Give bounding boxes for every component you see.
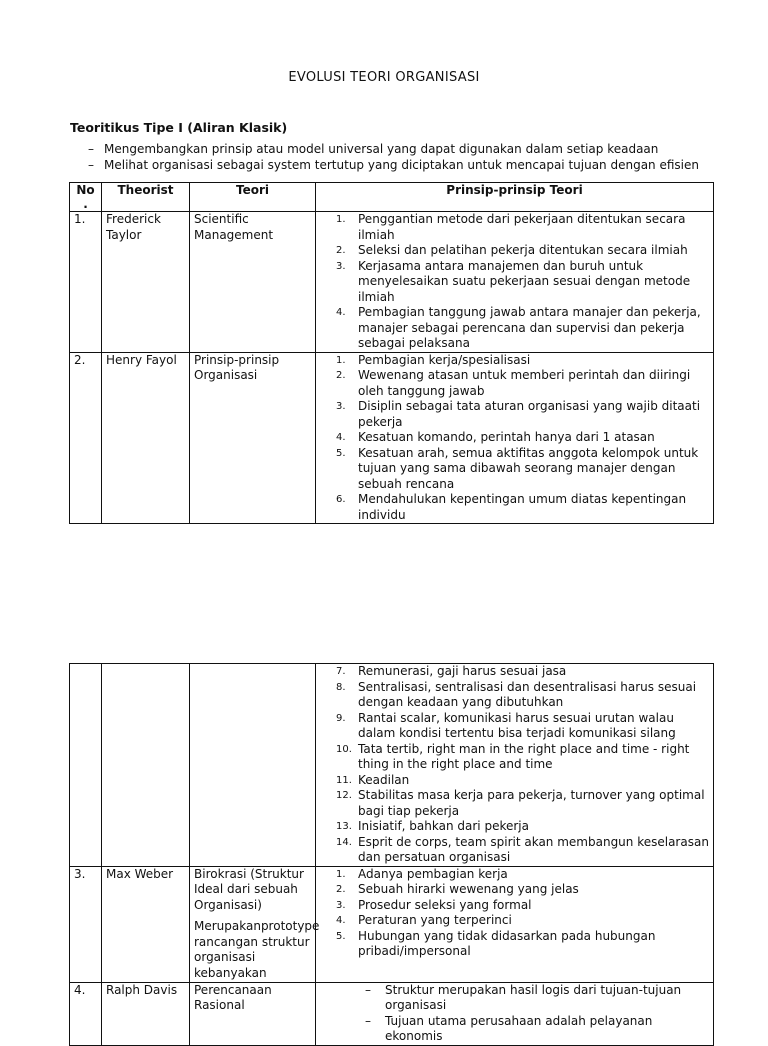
bullet-text: Mengembangkan prinsip atau model universal yang dapat digunakan dalam setiap keadaan [104,142,659,156]
principle-item [336,368,709,399]
principle-item [336,492,709,523]
principle-number: 1. [336,214,346,225]
principle-number: 1. [336,354,346,366]
principle-text: Tujuan utama perusahaan adalah pelayanan ekonomis [385,1013,653,1043]
principles-list [336,867,709,960]
principle-number: 14. [336,836,352,848]
principle-item [336,353,709,369]
principle-text: Adanya pembagian kerja [358,866,508,881]
principle-number: 5. [336,447,346,459]
row-theory: Perencanaan Rasional [190,982,316,1045]
principle-text: Penggantian metode dari pekerjaan ditentukan secara ilmiah [358,212,686,242]
row-number: 4. [70,982,102,1045]
dash-marker: – [88,157,94,172]
principle-number: 9. [336,712,346,724]
principle-text: Pembagian kerja/spesialisasi [358,352,531,367]
row-theorist [102,664,190,867]
principle-text: Rantai scalar, komunikasi harus sesuai urutan walau dalam kondisi tertentu bisa terjadi komunikasi silang [358,710,676,740]
row-theorist: Frederick Taylor [102,212,190,353]
principle-text: Pembagian tanggung jawab antara manajer dan pekerja, manajer sebagai perencana dan supervisi dan pekerja sebagai pelaksana [358,305,701,350]
row-principles [316,664,714,867]
row-principles [316,866,714,982]
row-number [70,664,102,867]
principle-text: Hubungan yang tidak didasarkan pada hubungan pribadi/impersonal [358,928,656,958]
principles-dash-list [320,983,709,1045]
principle-item [336,882,709,898]
principle-item [336,259,709,306]
principle-text: Kesatuan komando, perintah hanya dari 1 atasan [358,430,655,444]
row-theory: Scientific Management [190,212,316,353]
row-theory [190,664,316,867]
principle-text: Remunerasi, gaji harus sesuai jasa [358,664,567,678]
header-no-dot: . [83,197,88,211]
table-row [70,982,714,1045]
header-principles: Prinsip-prinsip Teori [316,183,714,212]
principle-text: Peraturan yang terperinci [358,913,512,927]
header-no [70,183,102,212]
list-item [88,142,699,158]
page-title: EVOLUSI TEORI ORGANISASI [288,70,480,85]
row-theory [190,866,320,982]
dash-marker: – [365,1013,371,1028]
principle-text: Stabilitas masa kerja para pekerja, turnover yang optimal bagi tiap pekerja [358,788,705,818]
principle-text: Disiplin sebagai tata aturan organisasi yang wajib ditaati pekerja [358,399,701,429]
principle-number: 8. [336,681,346,693]
header-theory: Teori [190,183,316,212]
header-no-text: No [76,183,95,197]
principle-text: Keadilan [358,772,410,787]
principles-list [336,353,709,524]
principle-number: 11. [336,774,352,786]
principle-text: Mendahulukan kepentingan umum diatas kepentingan individu [358,492,687,522]
principle-number: 3. [336,899,346,911]
table-header-row [70,183,714,212]
principle-text: Wewenang atasan untuk memberi perintah dan diiringi oleh tanggung jawab [358,368,691,398]
principle-text: Sebuah hirarki wewenang yang jelas [358,882,579,896]
principle-item [336,664,709,680]
theory-name: Birokrasi (Struktur Ideal dari sebuah Organisasi) [194,866,304,912]
principle-number: 12. [336,790,352,801]
principle-item [336,399,709,430]
row-number: 3. [70,866,102,982]
principle-item [336,446,709,493]
principle-number: 6. [336,494,346,505]
table-row [70,866,714,982]
principles-list [336,664,709,866]
principle-text: Sentralisasi, sentralisasi dan desentralisasi harus sesuai dengan keadaan yang dibutuhkan [358,679,697,709]
principle-item [336,305,709,352]
dash-marker: – [365,982,371,997]
principle-item [336,835,709,866]
row-theorist: Max Weber [102,866,190,982]
principle-item [336,212,709,243]
principle-item [336,742,709,773]
list-item [365,1014,709,1045]
principle-item [336,898,709,914]
principle-item [336,680,709,711]
principle-item [336,430,709,446]
principle-text: Esprit de corps, team spirit akan membangun keselarasan dan persatuan organisasi [358,834,709,864]
dash-marker: – [88,142,94,156]
principle-text: Tata tertib, right man in the right place and time - right thing in the right place and time [358,741,690,771]
principle-number: 4. [336,915,346,926]
principle-number: 10. [336,743,352,755]
principle-number: 3. [336,401,346,412]
principle-text: Kesatuan arah, semua aktifitas anggota kelompok untuk tujuan yang sama dibawah seorang manajer dengan sebuah rencana [358,445,699,491]
principle-number: 4. [336,307,346,318]
principle-item [336,929,709,960]
principle-number: 2. [336,245,346,256]
principle-text: Inisiatif, bahkan dari pekerja [358,819,529,833]
row-principles [316,352,714,524]
principle-item [336,913,709,929]
principle-text: Struktur merupakan hasil logis dari tujuan-tujuan organisasi [385,982,682,1012]
list-item [88,158,699,174]
principle-number: 7. [336,666,346,677]
principle-item [336,773,709,789]
row-theory: Prinsip-prinsip Organisasi [190,352,316,524]
row-number: 1. [70,212,102,353]
principle-item [336,867,709,883]
principle-number: 5. [336,930,346,942]
header-theorist: Theorist [102,183,190,212]
theory-table [69,182,714,524]
section-title: Teoritikus Tipe I (Aliran Klasik) [70,120,288,135]
principle-number: 2. [336,884,346,895]
table-row [70,664,714,867]
principle-item [336,788,709,819]
intro-bullet-list [88,142,699,173]
row-principles [316,212,714,353]
row-number: 2. [70,352,102,524]
row-theorist: Ralph Davis [102,982,190,1045]
principle-text: Kerjasama antara manajemen dan buruh untuk menyelesaikan suatu pekerjaan sesuai dengan metode ilmiah [358,258,691,304]
theory-note: Merupakanprototype rancangan struktur organisasi kebanyakan [194,919,320,980]
principle-number: 4. [336,432,346,443]
row-principles [316,982,714,1045]
principle-item [336,243,709,259]
list-item [365,983,709,1014]
table-row [70,212,714,353]
row-theorist: Henry Fayol [102,352,190,524]
bullet-text: Melihat organisasi sebagai system tertutup yang diciptakan untuk mencapai tujuan dengan efisien [104,157,699,172]
principle-number: 3. [336,260,346,272]
principle-number: 13. [336,821,352,832]
principle-text: Seleksi dan pelatihan pekerja ditentukan secara ilmiah [358,243,688,257]
theory-table-continued [69,663,714,1046]
table-row [70,352,714,524]
principle-number: 1. [336,868,346,880]
principle-text: Prosedur seleksi yang formal [358,897,532,912]
principles-list [336,212,709,352]
principle-number: 2. [336,370,346,381]
principle-item [336,819,709,835]
principle-item [336,711,709,742]
